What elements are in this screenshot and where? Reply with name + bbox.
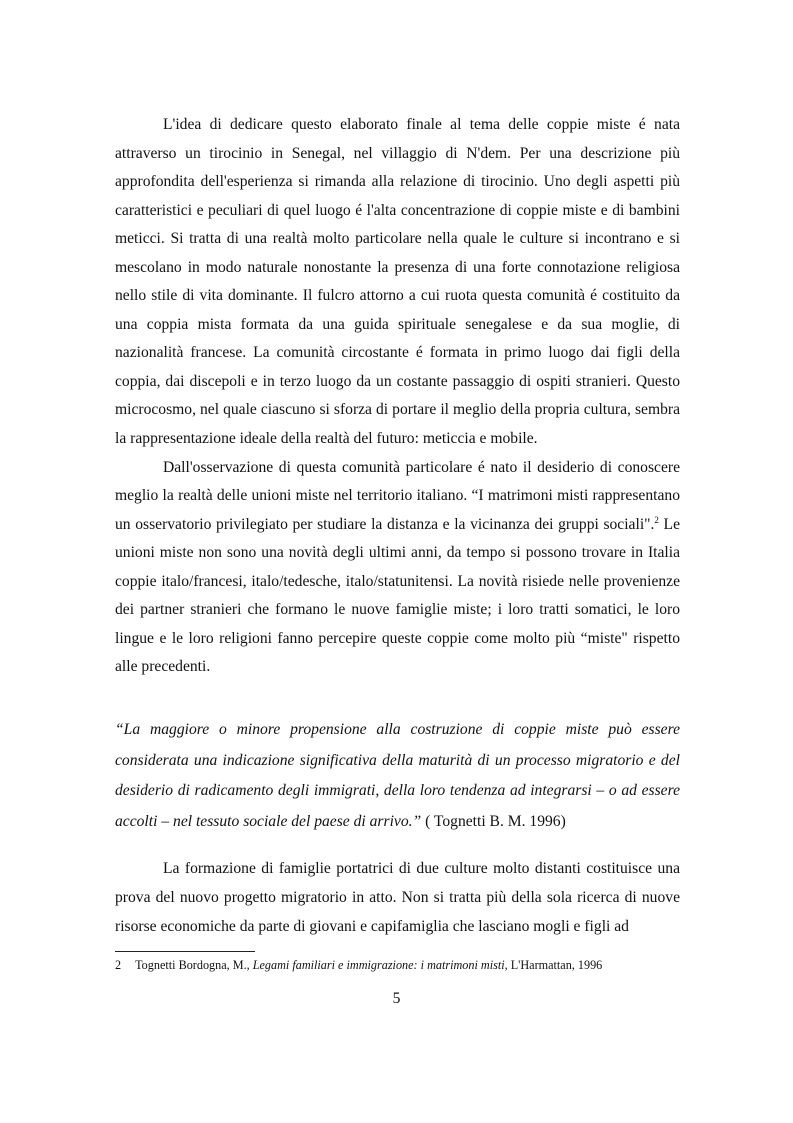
paragraph-1: L'idea di dedicare questo elaborato finale al tema delle coppie miste é nata attraverso un tirocinio in Senegal, nel villaggio di N'dem. Per una descrizione più approfondita dell'esperienza si rimanda alla relazione di tirocinio. Uno degli aspetti più caratteristici e peculiari di quel luogo é l'alta concentrazione di coppie miste e di bambini meticci. Si tratta di una realtà molto particolare nella quale le culture si incontrano e si mescolano in modo naturale nonostante la presenza di una forte connotazione religiosa nello stile di vita dominante. Il fulcro attorno a cui ruota questa comunità é costituito da una coppia mista formata da una guida spirituale senegalese e da sua moglie, di nazionalità francese. La comunità circostante é formata in primo luogo dai figli della coppia, dai discepoli e in terzo luogo da un costante passaggio di ospiti stranieri. Questo microcosmo, nel quale ciascuno si sforza di portare il meglio della propria cultura, sembra la rappresentazione ideale della realtà del futuro: meticcia e mobile. — [115, 116, 680, 448]
footnote-divider — [115, 951, 255, 952]
footnote — [115, 957, 715, 973]
main-text — [115, 111, 680, 682]
quote-citation: ( Tognetti B. M. 1996) — [421, 812, 566, 830]
paragraph-2-text-after: Le unioni miste non sono una novità degli ultimi anni, da tempo si possono trovare in Italia coppie italo/francesi, italo/tedesche, italo/statunitensi. La novità risiede nelle provenienze dei partner stranieri che formano le nuove famiglie miste; i loro tratti somatici, le loro lingue e le loro religioni fanno percepire queste coppie come molto più “miste" rispetto alle precedenti. — [115, 515, 680, 676]
quote-text: “La maggiore o minore propensione alla costruzione di coppie miste può essere considerata una indicazione significativa della maturità di un processo migratorio e del desiderio di radicamento degli immigrati, della loro tendenza ad integrarsi – o ad essere accolti – nel tessuto sociale del paese di arrivo.” — [115, 721, 680, 830]
block-quote — [115, 715, 680, 837]
paragraph-3: La formazione di famiglie portatrici di due culture molto distanti costituisce una prova del nuovo progetto migratorio in atto. Non si tratta più della sola ricerca di nuove risorse economiche da parte di giovani e capifamiglia che lasciano mogli e figli ad — [115, 860, 680, 935]
footnote-ref[interactable]: 2 — [654, 514, 659, 525]
paragraph-2 — [115, 454, 680, 682]
footnote-title: Legami familiari e immigrazione: i matrimoni misti — [252, 958, 505, 972]
paragraph-2-text-before: Dall'osservazione di questa comunità particolare é nato il desiderio di conoscere meglio la realtà delle unioni miste nel territorio italiano. “I matrimoni misti rappresentano un osservatorio privilegiato per studiare la distanza e la vicinanza dei gruppi sociali". — [115, 458, 680, 533]
footnote-number: 2 — [115, 958, 122, 972]
page-number: 5 — [392, 990, 401, 1007]
footnote-author: Tognetti Bordogna, M., — [135, 958, 253, 972]
footnote-publisher: , L'Harmattan, 1996 — [504, 958, 603, 972]
